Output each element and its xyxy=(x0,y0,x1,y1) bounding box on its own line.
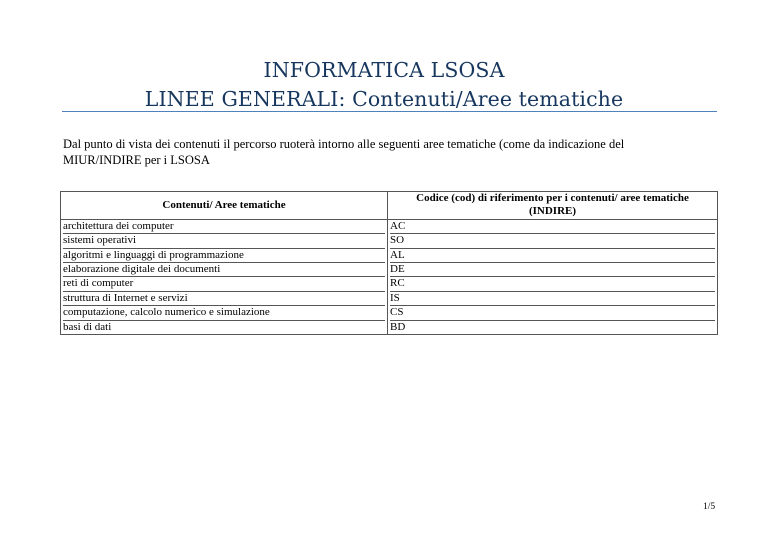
code-cell: IS xyxy=(390,292,715,306)
topics-column xyxy=(61,219,388,334)
intro-paragraph xyxy=(63,136,703,168)
title-line-1: INFORMATICA LSOSA xyxy=(263,58,505,82)
topics-table xyxy=(60,191,718,335)
codes-column xyxy=(388,219,718,334)
code-cell: RC xyxy=(390,277,715,291)
code-cell: SO xyxy=(390,234,715,248)
topic-cell: basi di dati xyxy=(63,320,112,333)
topic-cell: sistemi operativi xyxy=(63,234,385,248)
intro-line-2: MIUR/INDIRE per i LSOSA xyxy=(63,153,210,167)
topic-cell: struttura di Internet e servizi xyxy=(63,292,385,306)
topic-cell: elaborazione digitale dei documenti xyxy=(63,263,385,277)
document-title xyxy=(0,56,768,114)
topic-cell: algoritmi e linguaggi di programmazione xyxy=(63,249,385,263)
header-codes xyxy=(388,192,718,220)
header-codes-line-2: (INDIRE) xyxy=(528,205,577,218)
topic-cell: reti di computer xyxy=(63,277,385,291)
header-codes-line-1: Codice (cod) di riferimento per i contenuti/ aree tematiche xyxy=(416,192,689,204)
code-cell: AL xyxy=(390,249,715,263)
table-body-row xyxy=(61,219,718,334)
code-cell: DE xyxy=(390,263,715,277)
header-topics: Contenuti/ Aree tematiche xyxy=(61,192,388,220)
title-line-2: LINEE GENERALI: Contenuti/Aree tematiche xyxy=(144,87,624,111)
intro-line-1: Dal punto di vista dei contenuti il percorso ruoterà intorno alle seguenti aree tematiche (come da indicazione del xyxy=(63,137,625,151)
title-divider xyxy=(62,111,717,112)
code-cell: CS xyxy=(390,306,715,320)
topic-cell: architettura dei computer xyxy=(63,220,385,234)
code-cell: BD xyxy=(390,320,406,333)
page-number: 1/5 xyxy=(703,502,716,512)
code-cell: AC xyxy=(390,220,715,234)
topic-cell: computazione, calcolo numerico e simulazione xyxy=(63,306,385,320)
table-header-row xyxy=(61,192,718,220)
